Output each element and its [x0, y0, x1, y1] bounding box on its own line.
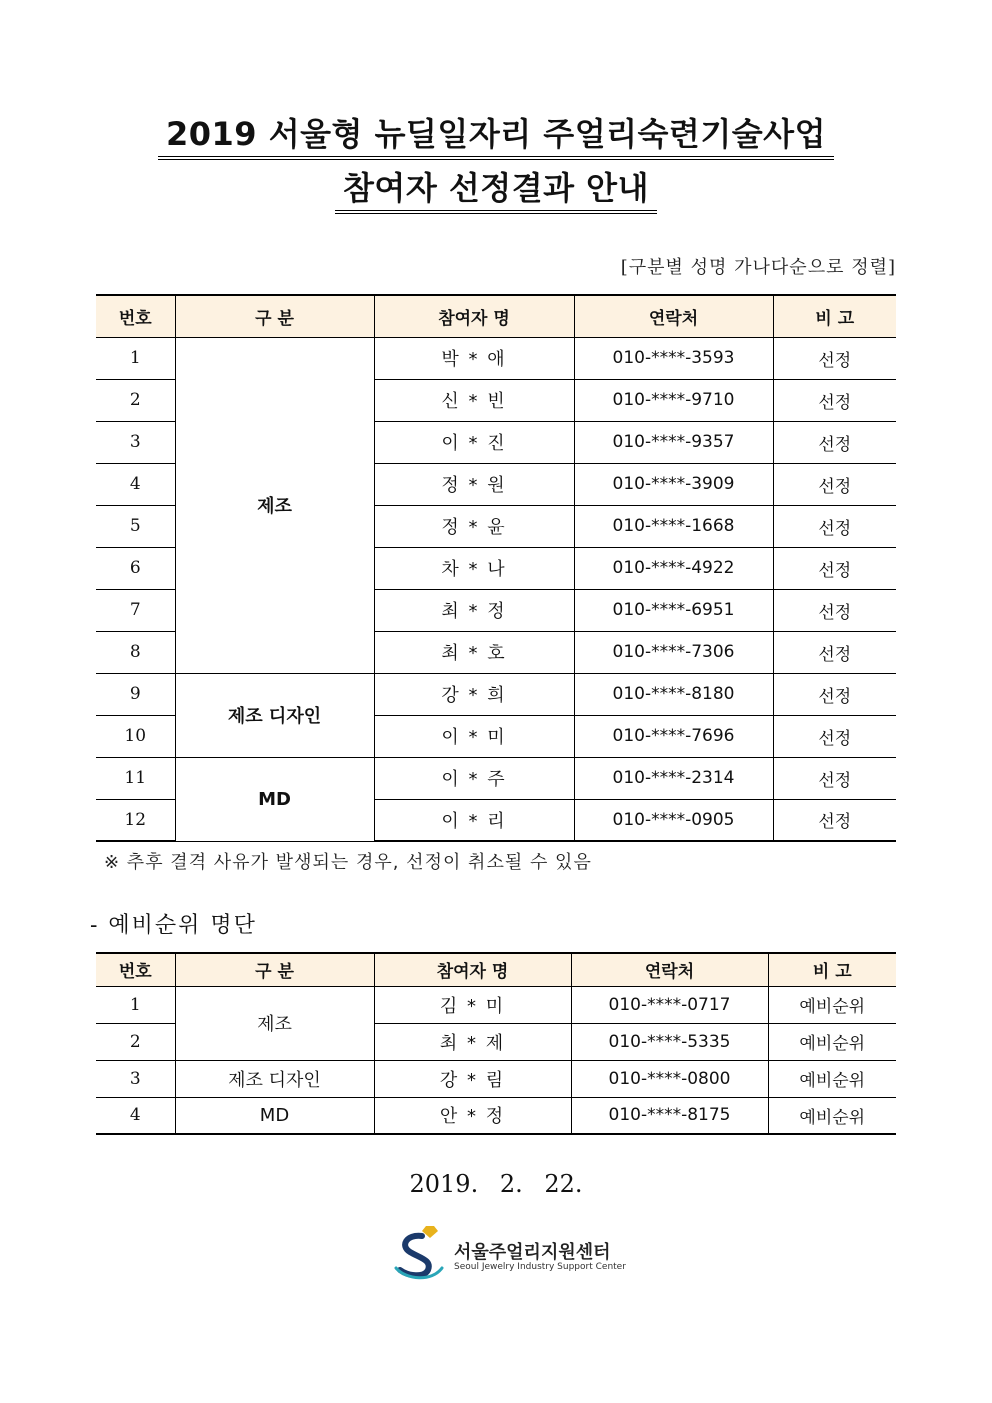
header-note: 비 고 — [768, 953, 896, 986]
logo-org-subtitle: Seoul Jewelry Industry Support Center — [454, 1262, 626, 1272]
category-cell: MD — [175, 1097, 374, 1134]
table-row — [96, 986, 896, 1023]
document-date: 2019. 2. 22. — [409, 1170, 583, 1198]
sort-note: [구분별 성명 가나다순으로 정렬] — [620, 257, 896, 278]
row-num: 1 — [96, 337, 175, 379]
table-row — [96, 337, 896, 379]
participant-name: 정 * 윤 — [374, 505, 574, 547]
participant-contact: 010-****-7696 — [574, 715, 773, 757]
header-contact: 연락처 — [574, 295, 773, 337]
cancellation-footnote: ※ 추후 결격 사유가 발생되는 경우, 선정이 취소될 수 있음 — [104, 852, 592, 873]
participant-name: 이 * 진 — [374, 421, 574, 463]
selection-table — [96, 294, 896, 842]
logo-org-name: 서울주얼리지원센터 — [454, 1242, 611, 1263]
participant-contact: 010-****-5335 — [571, 1023, 768, 1060]
participant-note: 예비순위 — [768, 986, 896, 1023]
participant-name: 정 * 원 — [374, 463, 574, 505]
title-line-2-wrap — [0, 168, 992, 214]
header-category: 구 분 — [175, 295, 374, 337]
participant-name: 최 * 호 — [374, 631, 574, 673]
category-cell: 제조 — [175, 986, 374, 1060]
participant-name: 이 * 주 — [374, 757, 574, 799]
participant-note: 선정 — [773, 631, 896, 673]
document-title: 2019 서울형 뉴딜일자리 주얼리숙련기술사업 — [158, 114, 834, 160]
header-name: 참여자 명 — [374, 295, 574, 337]
participant-contact: 010-****-0905 — [574, 799, 773, 841]
row-num: 6 — [96, 547, 175, 589]
row-num: 4 — [96, 463, 175, 505]
participant-note: 선정 — [773, 463, 896, 505]
participant-contact: 010-****-3909 — [574, 463, 773, 505]
reserve-heading: - 예비순위 명단 — [90, 913, 257, 938]
title-line-1-wrap — [0, 114, 992, 160]
participant-note: 선정 — [773, 589, 896, 631]
participant-name: 강 * 희 — [374, 673, 574, 715]
participant-contact: 010-****-0717 — [571, 986, 768, 1023]
participant-name: 최 * 정 — [374, 589, 574, 631]
category-cell: 제조 디자인 — [175, 1060, 374, 1097]
row-num: 12 — [96, 799, 175, 841]
row-num: 9 — [96, 673, 175, 715]
header-num: 번호 — [96, 953, 175, 986]
participant-contact: 010-****-3593 — [574, 337, 773, 379]
participant-note: 선정 — [773, 421, 896, 463]
row-num: 3 — [96, 1060, 175, 1097]
row-num: 3 — [96, 421, 175, 463]
row-num: 11 — [96, 757, 175, 799]
participant-name: 이 * 미 — [374, 715, 574, 757]
reserve-table — [96, 952, 896, 1135]
participant-note: 선정 — [773, 505, 896, 547]
participant-name: 김 * 미 — [374, 986, 571, 1023]
header-note: 비 고 — [773, 295, 896, 337]
participant-note: 선정 — [773, 715, 896, 757]
jewelry-s-logo-icon — [392, 1224, 448, 1282]
row-num: 1 — [96, 986, 175, 1023]
table-header-row — [96, 295, 896, 337]
category-cell: 제조 디자인 — [175, 673, 374, 757]
participant-name: 최 * 제 — [374, 1023, 571, 1060]
participant-note: 선정 — [773, 799, 896, 841]
header-contact: 연락처 — [571, 953, 768, 986]
row-num: 7 — [96, 589, 175, 631]
participant-note: 선정 — [773, 547, 896, 589]
participant-contact: 010-****-0800 — [571, 1060, 768, 1097]
participant-contact: 010-****-8175 — [571, 1097, 768, 1134]
participant-contact: 010-****-1668 — [574, 505, 773, 547]
table-header-row — [96, 953, 896, 986]
participant-name: 차 * 나 — [374, 547, 574, 589]
document-subtitle: 참여자 선정결과 안내 — [335, 168, 657, 214]
participant-note: 선정 — [773, 337, 896, 379]
participant-contact: 010-****-8180 — [574, 673, 773, 715]
row-num: 10 — [96, 715, 175, 757]
header-category: 구 분 — [175, 953, 374, 986]
participant-note: 예비순위 — [768, 1023, 896, 1060]
participant-note: 선정 — [773, 673, 896, 715]
table-row — [96, 1097, 896, 1134]
header-name: 참여자 명 — [374, 953, 571, 986]
participant-contact: 010-****-9357 — [574, 421, 773, 463]
participant-name: 안 * 정 — [374, 1097, 571, 1134]
row-num: 4 — [96, 1097, 175, 1134]
participant-name: 박 * 애 — [374, 337, 574, 379]
category-cell: MD — [175, 757, 374, 841]
participant-contact: 010-****-7306 — [574, 631, 773, 673]
participant-note: 예비순위 — [768, 1060, 896, 1097]
participant-note: 예비순위 — [768, 1097, 896, 1134]
participant-contact: 010-****-2314 — [574, 757, 773, 799]
participant-note: 선정 — [773, 379, 896, 421]
participant-contact: 010-****-4922 — [574, 547, 773, 589]
category-cell: 제조 — [175, 337, 374, 673]
header-num: 번호 — [96, 295, 175, 337]
row-num: 8 — [96, 631, 175, 673]
row-num: 2 — [96, 1023, 175, 1060]
participant-note: 선정 — [773, 757, 896, 799]
organization-logo — [392, 1222, 626, 1292]
row-num: 2 — [96, 379, 175, 421]
table-row — [96, 673, 896, 715]
participant-name: 신 * 빈 — [374, 379, 574, 421]
participant-name: 이 * 리 — [374, 799, 574, 841]
row-num: 5 — [96, 505, 175, 547]
table-row — [96, 1060, 896, 1097]
participant-contact: 010-****-9710 — [574, 379, 773, 421]
table-row — [96, 757, 896, 799]
participant-name: 강 * 림 — [374, 1060, 571, 1097]
participant-contact: 010-****-6951 — [574, 589, 773, 631]
